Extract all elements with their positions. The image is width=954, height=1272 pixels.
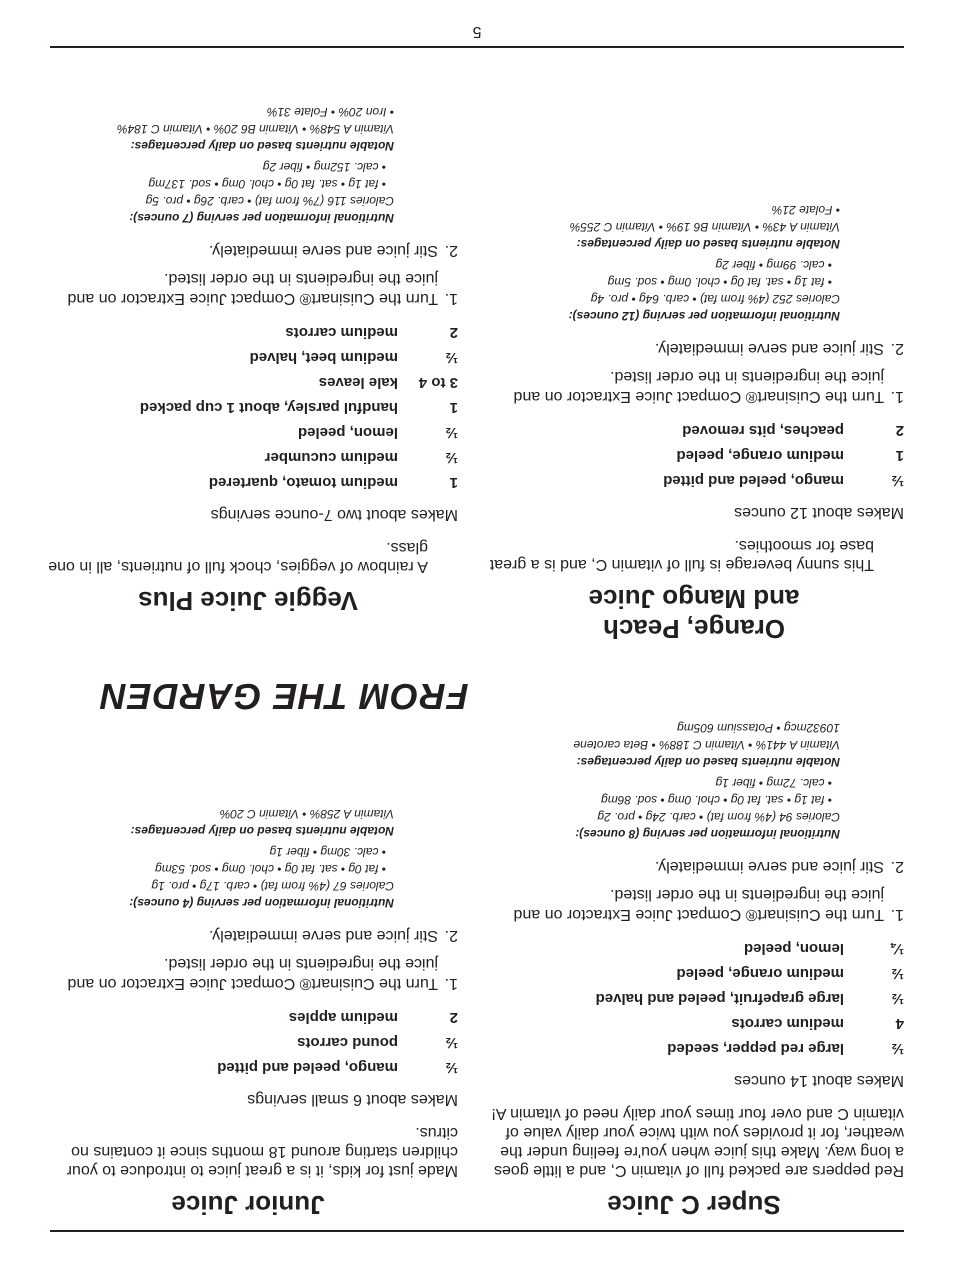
ingredient-row: 2 medium apples [288, 1009, 458, 1026]
recipe-intro: This sunny beverage is full of vitamin C, and is a great base for smoothies. [489, 537, 874, 573]
recipe-yield: Makes about two 7-ounce servings [210, 506, 458, 523]
recipe-title: Super C Juice [607, 1190, 781, 1220]
instructions: 1. Turn the Cuisinart® Compact Juice Extractor on and juice the ingredients in the order listed. 2. Stir juice and serve immediately. [484, 856, 904, 924]
recipe-yield: Makes about 12 ounces [734, 504, 904, 521]
step-1: Turn the Cuisinart® Compact Juice Extractor on and juice the ingredients in the order listed. [67, 270, 438, 307]
section-title: FROM THE GARDEN [99, 676, 469, 717]
nutrition-info: Nutritional information per serving (8 ounces): Calories 94 (4% from fat) • carb. 24g • pro. 2g • fat 1g • sat. fat 0g • chol. 0mg • sod. 86mg • calc. 72mg • fiber 1g Notable nutrients based on daily percentages: Vitamin A 441% • Vitamin C 188% • Beta carotene 10932mcg • Potassium 605mg [573, 721, 840, 841]
ingredient-row: ½ mango, peeled and pitted [663, 472, 904, 489]
veggie-juice-recipe [38, 103, 458, 616]
ingredient-row: ½ pound carrots [297, 1034, 458, 1051]
recipe-yield: Makes about 14 ounces [734, 1072, 904, 1089]
step-1: Turn the Cuisinart® Compact Juice Extractor on and juice the ingredients in the order listed. [513, 368, 884, 405]
ingredient-row: ¼ lemon, peeled [743, 940, 904, 957]
step-2: Stir juice and serve immediately. [208, 927, 438, 944]
recipe-title: Orange, Peach and Mango Juice [588, 584, 800, 644]
super-c-recipe [484, 719, 904, 1220]
ingredient-list [484, 936, 904, 1061]
ingredient-list [484, 418, 904, 493]
recipe-title: Veggie Juice Plus [138, 586, 358, 616]
ingredient-list [38, 320, 458, 495]
ingredient-row: 4 medium carrots [731, 1015, 904, 1032]
ingredient-list [38, 1005, 458, 1080]
ingredient-row: 1 medium orange, peeled [676, 447, 904, 464]
ingredient-row: ½ large grapefruit, peeled and halved [595, 990, 904, 1007]
recipe-yield: Makes about 6 small servings [247, 1091, 458, 1108]
ingredient-row: 2 peaches, pits removed [682, 422, 904, 439]
step-2: Stir juice and serve immediately. [654, 858, 884, 875]
recipe-intro: Made just for kids, it is a great juice to introduce to your children starting around 18 months since it contains no citrus. [66, 1124, 458, 1179]
nutrition-info: Nutritional information per serving (4 ounces): Calories 67 (4% from fat) • carb. 17g • pro. 1g • fat 0g • sat. fat 0g • chol. 0mg • sod. 53mg • calc. 30mg • fiber 1g Notable nutrients based on daily percentages: Vitamin A 258% • Vitamin C 20% [129, 807, 394, 910]
ingredient-row: ½ medium orange, peeled [676, 965, 904, 982]
junior-juice-recipe [38, 805, 458, 1220]
recipe-title: Junior Juice [171, 1190, 325, 1220]
top-rule [50, 1230, 904, 1232]
instructions: 1. Turn the Cuisinart® Compact Juice Extractor on and juice the ingredients in the order listed. 2. Stir juice and serve immediately. [484, 338, 904, 406]
step-2: Stir juice and serve immediately. [654, 340, 884, 357]
ingredient-row: 1 medium tomato, quartered [208, 474, 458, 491]
nutrition-info: Nutritional information per serving (12 ounces): Calories 252 (4% from fat) • carb. 64g • pro. 4g • fat 1g • sat. fat 0g • chol. 0mg • sod. 5mg • calc. 99mg • fiber 2g Notable nutrients based on daily percentages: Vitamin A 43% • Vitamin B6 19% • Vitamin C 255% • Folate 21% [568, 203, 840, 323]
page-number: 5 [472, 23, 482, 40]
step-2: Stir juice and serve immediately. [208, 242, 438, 259]
ingredient-row: 2 medium carrots [285, 324, 458, 341]
instructions: 1. Turn the Cuisinart® Compact Juice Extractor on and juice the ingredients in the order listed. 2. Stir juice and serve immediately. [38, 925, 458, 993]
ingredient-row: 3 to 4 kale leaves [318, 374, 458, 391]
bottom-rule [50, 46, 904, 48]
ingredient-row: 1 handful parsley, about 1 cup packed [139, 399, 458, 416]
ingredient-row: ½ large red pepper, seeded [667, 1040, 904, 1057]
step-1: Turn the Cuisinart® Compact Juice Extractor on and juice the ingredients in the order listed. [67, 955, 438, 992]
ingredient-row: ½ medium beet, halved [249, 349, 458, 366]
orange-peach-mango-recipe [484, 201, 904, 644]
ingredient-row: ½ medium cucumber [264, 449, 458, 466]
recipe-intro: Red peppers are packed full of vitamin C, and a little goes a long way. Make this juice when you're feeling under the weather, for it provides you with twice your daily value of vitamin C and over four times your daily need of vitamin A! [491, 1105, 904, 1179]
ingredient-row: ½ mango, peeled and pitted [217, 1059, 458, 1076]
instructions: 1. Turn the Cuisinart® Compact Juice Extractor on and juice the ingredients in the order listed. 2. Stir juice and serve immediately. [38, 240, 458, 308]
step-1: Turn the Cuisinart® Compact Juice Extractor on and juice the ingredients in the order listed. [513, 886, 884, 923]
nutrition-info: Nutritional information per serving (7 ounces): Calories 116 (7% from fat) • carb. 26g • pro. 5g • fat 1g • sat. fat 0g • chol. 0mg • sod. 137mg • calc. 152mg • fiber 2g Notable nutrients based on daily percentages: Vitamin A 548% • Vitamin B6 20% • Vitamin C 184% • Iron 20% • Folate 31% [117, 105, 394, 225]
ingredient-row: ½ lemon, peeled [297, 424, 458, 441]
recipe-intro: A rainbow of veggies, chock full of nutrients, all in one glass. [48, 539, 428, 575]
